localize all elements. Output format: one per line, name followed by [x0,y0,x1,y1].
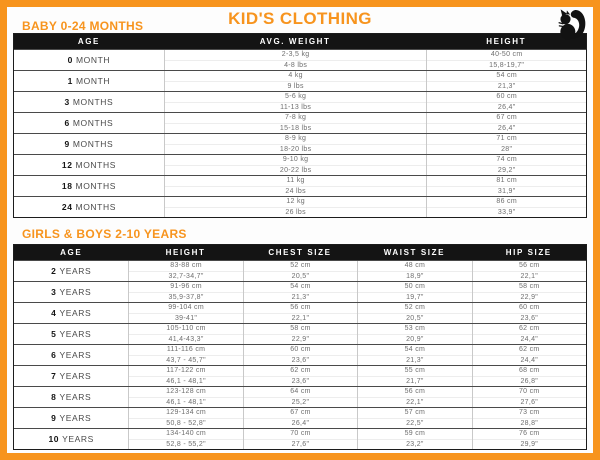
value-cell [472,303,586,323]
value-line: 22,1" [473,271,586,282]
column-header-waist-size: WAIST SIZE [383,248,446,257]
column-header-height: HEIGHT [486,37,527,46]
table-row [14,154,586,175]
table-row [14,428,586,449]
value-line: 12 kg [286,198,305,206]
value-cell [357,345,471,365]
age-number: 0 [67,55,73,65]
value-line: 117-122 cm [166,367,206,375]
age-number: 3 [64,97,70,107]
value-cell [243,408,357,428]
table-row [14,196,586,217]
value-cell [426,197,586,217]
page-header [13,8,587,33]
value-line: 26,4" [244,418,357,429]
column-header-hip-size: HIP SIZE [505,248,552,257]
table-header-row [14,245,586,260]
value-cell [164,176,427,196]
value-line: 58 cm [518,283,540,291]
value-line: 5-6 kg [285,93,307,101]
value-line: 22,5" [358,418,471,429]
value-line: 40-50 cm [490,51,523,59]
value-line: 23,6" [473,313,586,324]
value-line: 18,9" [358,271,471,282]
value-line: 31,9" [427,186,586,197]
value-line: 32,7-34,7" [129,271,242,282]
value-cell [426,92,586,112]
age-cell [14,261,128,281]
value-cell [128,261,242,281]
value-line: 21,7" [358,376,471,387]
value-cell [472,387,586,407]
age-number: 9 [51,413,57,423]
age-number: 4 [51,308,57,318]
age-unit: YEARS [62,434,94,444]
age-unit: MONTH [76,76,111,86]
value-cell [243,282,357,302]
value-line: 26,4" [427,102,586,113]
age-number: 3 [51,287,57,297]
value-line: 39-41" [129,313,242,324]
value-line: 4-8 lbs [165,60,427,71]
value-line: 20,5" [244,271,357,282]
age-cell [14,113,164,133]
value-line: 11-13 lbs [165,102,427,113]
value-line: 29,9" [473,439,586,450]
value-line: 28" [427,144,586,155]
value-cell [243,303,357,323]
value-cell [426,71,586,91]
age-number: 12 [61,160,73,170]
value-line: 76 cm [518,430,540,438]
age-unit: MONTHS [75,181,116,191]
value-cell [426,50,586,70]
age-number: 24 [61,202,73,212]
table-row [14,281,586,302]
value-line: 54 cm [496,72,517,80]
value-line: 9 lbs [165,81,427,92]
age-cell [14,197,164,217]
age-unit: MONTHS [72,139,114,149]
value-line: 64 cm [290,388,311,396]
value-line: 11 kg [286,177,305,185]
value-line: 22,1" [244,313,357,324]
value-line: 71 cm [496,135,517,143]
value-line: 57 cm [404,409,426,417]
age-cell [14,387,128,407]
value-line: 54 cm [404,346,426,354]
table-row [14,386,586,407]
value-cell [128,345,242,365]
table-row [14,70,586,91]
value-cell [357,366,471,386]
table-row [14,112,586,133]
value-cell [243,366,357,386]
value-line: 81 cm [496,177,517,185]
age-number: 10 [48,434,60,444]
value-line: 24,4" [473,355,586,366]
value-line: 50 cm [404,283,426,291]
value-line: 21,3" [244,292,357,303]
value-cell [243,345,357,365]
value-line: 43,7 - 45,7" [129,355,242,366]
age-cell [14,134,164,154]
value-line: 9-10 kg [282,156,309,164]
value-line: 23,6" [244,376,357,387]
value-cell [128,429,242,449]
age-number: 5 [51,329,57,339]
age-unit: YEARS [59,371,92,381]
age-unit: YEARS [59,392,92,402]
age-unit: MONTHS [75,160,116,170]
age-cell [14,366,128,386]
value-cell [128,366,242,386]
value-cell [164,50,427,70]
value-cell [128,303,242,323]
value-line: 58 cm [290,325,311,333]
value-line: 50,8 - 52,8" [129,418,242,429]
value-line: 4 kg [288,72,303,80]
value-line: 15,8-19,7" [427,60,586,71]
value-line: 67 cm [496,114,517,122]
value-line: 2-3,5 kg [281,51,310,59]
value-line: 86 cm [496,198,517,206]
value-line: 27,6" [473,397,586,408]
value-cell [357,324,471,344]
value-line: 19,7" [358,292,471,303]
value-line: 129-134 cm [166,409,207,417]
value-line: 26 lbs [165,207,427,218]
value-line: 20-22 lbs [165,165,427,176]
value-line: 68 cm [518,367,540,375]
value-line: 22,9" [244,334,357,345]
column-header-age: AGE [60,248,83,257]
value-line: 27,6" [244,439,357,450]
age-cell [14,71,164,91]
value-line: 48 cm [404,262,426,270]
value-line: 46,1 - 48,1" [129,397,242,408]
value-cell [164,197,427,217]
value-line: 70 cm [290,430,311,438]
value-line: 52,8 - 55,2" [129,439,242,450]
age-cell [14,303,128,323]
value-line: 67 cm [290,409,311,417]
value-cell [357,282,471,302]
age-number: 9 [64,139,70,149]
value-cell [357,408,471,428]
value-line: 25,2" [244,397,357,408]
value-cell [164,92,427,112]
value-cell [472,282,586,302]
value-line: 123-128 cm [166,388,207,396]
value-line: 46,1 - 48,1" [129,376,242,387]
value-line: 24,4" [473,334,586,345]
value-line: 59 cm [404,430,426,438]
age-number: 7 [51,371,57,381]
value-line: 26,4" [427,123,586,134]
value-cell [357,387,471,407]
value-line: 60 cm [290,346,311,354]
age-cell [14,155,164,175]
value-cell [164,155,427,175]
value-line: 62 cm [290,367,311,375]
value-line: 24 lbs [165,186,427,197]
value-line: 20,5" [358,313,471,324]
value-cell [243,429,357,449]
table-header-row [14,34,586,49]
table-row [14,91,586,112]
table-row [14,260,586,281]
value-line: 26,8" [473,376,586,387]
value-line: 28,8" [473,418,586,429]
girls-boys-section-label: GIRLS & BOYS 2-10 YEARS [22,227,187,241]
value-line: 41,4-43,3" [129,334,242,345]
table-row [14,344,586,365]
value-line: 18-20 lbs [165,144,427,155]
age-number: 1 [67,76,73,86]
value-line: 7-8 kg [285,114,307,122]
value-line: 99-104 cm [168,304,204,312]
age-unit: YEARS [59,413,92,423]
value-line: 134-140 cm [166,430,207,438]
age-cell [14,282,128,302]
value-cell [164,113,427,133]
value-cell [243,324,357,344]
value-line: 62 cm [518,325,540,333]
value-line: 35,9-37,8" [129,292,242,303]
value-line: 56 cm [290,304,311,312]
age-cell [14,176,164,196]
age-number: 8 [51,392,57,402]
value-line: 33,9" [427,207,586,218]
table-row [14,365,586,386]
age-unit: MONTHS [72,118,114,128]
value-line: 21,3" [427,81,586,92]
value-cell [472,366,586,386]
column-header-chest-size: CHEST SIZE [268,248,332,257]
age-cell [14,408,128,428]
value-cell [243,261,357,281]
value-cell [164,71,427,91]
age-cell [14,429,128,449]
value-line: 55 cm [404,367,426,375]
age-cell [14,345,128,365]
age-number: 2 [51,266,57,276]
value-line: 62 cm [518,346,540,354]
table-row [14,49,586,70]
value-line: 52 cm [404,304,426,312]
value-cell [128,408,242,428]
age-unit: YEARS [59,308,92,318]
value-line: 54 cm [290,283,311,291]
value-cell [472,429,586,449]
value-line: 22,9" [473,292,586,303]
value-line: 23,6" [244,355,357,366]
value-line: 91-96 cm [170,283,202,291]
girls-boys-size-table [13,244,587,450]
value-line: 8-9 kg [285,135,307,143]
value-line: 23,2" [358,439,471,450]
value-cell [472,261,586,281]
value-line: 22,1" [358,397,471,408]
value-line: 74 cm [496,156,517,164]
age-number: 18 [61,181,73,191]
age-cell [14,92,164,112]
age-unit: MONTHS [72,97,114,107]
table-row [14,407,586,428]
table-row [14,175,586,196]
value-cell [243,387,357,407]
value-line: 52 cm [290,262,311,270]
page-title: KID'S CLOTHING [228,9,372,28]
value-cell [426,134,586,154]
value-line: 53 cm [404,325,426,333]
baby-section-label: BABY 0-24 MONTHS [22,19,144,33]
value-line: 15-18 lbs [165,123,427,134]
table-row [14,302,586,323]
column-header-age: AGE [77,37,100,46]
age-cell [14,324,128,344]
value-cell [426,155,586,175]
baby-size-table [13,33,587,218]
value-cell [426,176,586,196]
squirrel-logo-icon [558,4,588,42]
value-line: 70 cm [518,388,540,396]
value-cell [128,324,242,344]
value-line: 56 cm [404,388,426,396]
value-line: 73 cm [518,409,540,417]
value-cell [426,113,586,133]
table-row [14,133,586,154]
value-line: 105-110 cm [166,325,206,333]
table-row [14,323,586,344]
value-line: 21,3" [358,355,471,366]
value-cell [472,345,586,365]
value-line: 56 cm [518,262,540,270]
value-line: 60 cm [496,93,517,101]
age-number: 6 [51,350,57,360]
value-line: 60 cm [518,304,540,312]
age-unit: YEARS [59,329,92,339]
age-unit: YEARS [59,350,92,360]
value-cell [357,429,471,449]
age-unit: YEARS [59,266,92,276]
value-cell [357,303,471,323]
column-header-avg-weight: AVG. WEIGHT [259,37,331,46]
value-cell [472,324,586,344]
value-line: 29,2" [427,165,586,176]
value-cell [164,134,427,154]
value-line: 20,9" [358,334,471,345]
value-cell [472,408,586,428]
value-line: 83-88 cm [170,262,202,270]
value-cell [357,261,471,281]
age-unit: MONTH [76,55,111,65]
column-header-height: HEIGHT [165,248,206,257]
age-number: 6 [64,118,70,128]
value-line: 111-116 cm [166,346,206,354]
age-unit: MONTHS [75,202,116,212]
value-cell [128,387,242,407]
age-cell [14,50,164,70]
age-unit: YEARS [59,287,92,297]
value-cell [128,282,242,302]
